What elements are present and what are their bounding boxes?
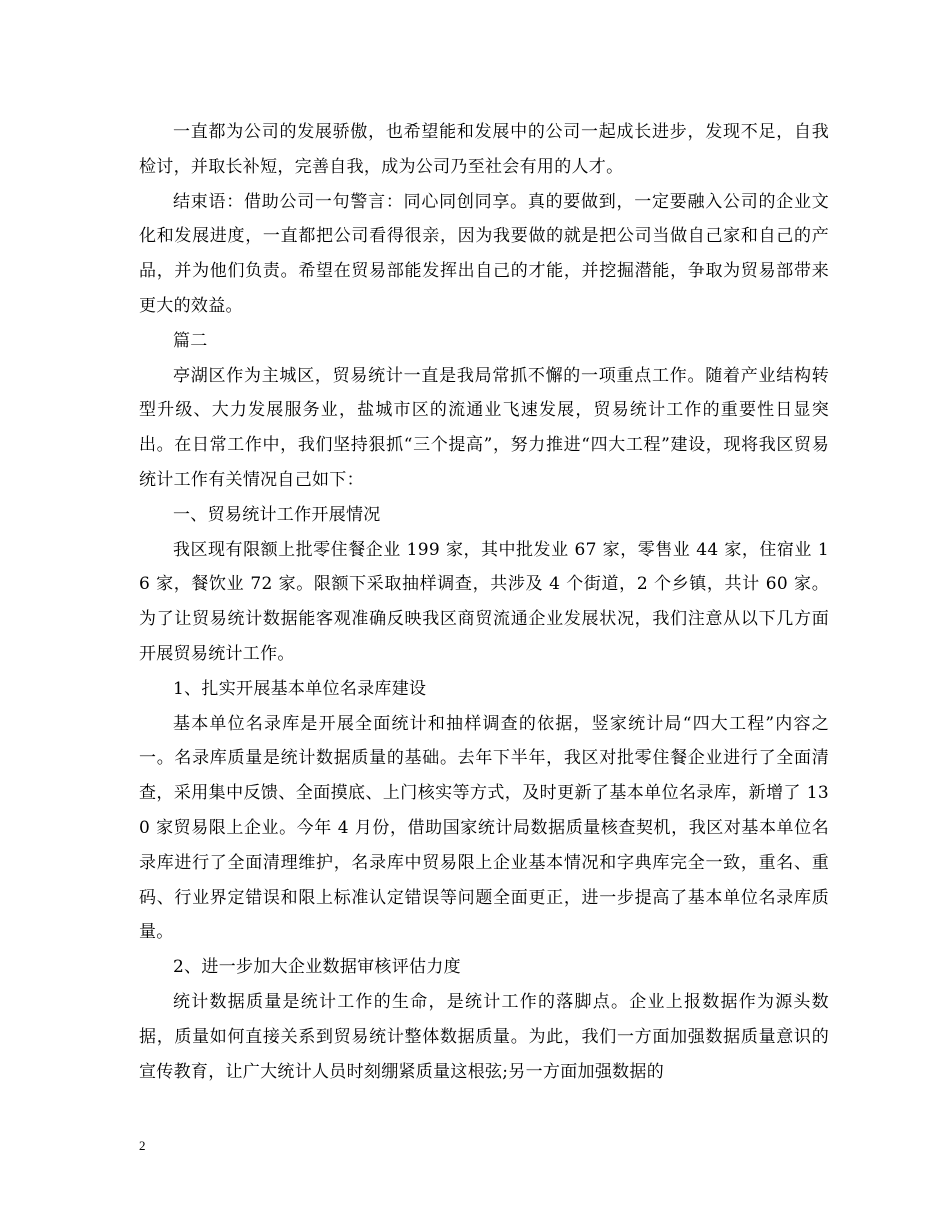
section-heading: 一、贸易统计工作开展情况 — [173, 504, 381, 525]
paragraph: 我区现有限额上批零住餐企业 199 家，其中批发业 67 家，零售业 44 家，住宿业 16 家，餐饮业 72 家。限额下采取抽样调查，共涉及 4 个街道，2 个乡镇，共计 60 家。为了让贸易统计数据能客观准确反映我区商贸流通企业发展状况，我们注意从以下几方面开展贸易统计工作。 — [139, 539, 829, 664]
section-heading: 篇二 — [173, 330, 208, 351]
page-number: 2 — [139, 1138, 146, 1153]
paragraph: 亭湖区作为主城区，贸易统计一直是我局常抓不懈的一项重点工作。随着产业结构转型升级、大力发展服务业，盐城市区的流通业飞速发展，贸易统计工作的重要性日显突出。在日常工作中，我们坚持狠抓“三个提高”，努力推进“四大工程”建设，现将我区贸易统计工作有关情况自己如下： — [139, 365, 829, 490]
document-body — [139, 115, 829, 1089]
paragraph: 一直都为公司的发展骄傲，也希望能和发展中的公司一起成长进步，发现不足，自我检讨，并取长补短，完善自我，成为公司乃至社会有用的人才。 — [139, 122, 829, 177]
paragraph: 统计数据质量是统计工作的生命，是统计工作的落脚点。企业上报数据作为源头数据，质量如何直接关系到贸易统计整体数据质量。为此，我们一方面加强数据质量意识的宣传教育，让广大统计人员时刻绷紧质量这根弦;另一方面加强数据的 — [139, 991, 829, 1082]
section-heading: 2、进一步加大企业数据审核评估力度 — [173, 957, 461, 978]
section-heading: 1、扎实开展基本单位名录库建设 — [173, 678, 427, 699]
paragraph: 基本单位名录库是开展全面统计和抽样调查的依据，竖家统计局“四大工程”内容之一。名录库质量是统计数据质量的基础。去年下半年，我区对批零住餐企业进行了全面清查，采用集中反馈、全面摸底、上门核实等方式，及时更新了基本单位名录库，新增了 130 家贸易限上企业。今年 4 月份，借助国家统计局数据质量核查契机，我区对基本单位名录库进行了全面清理维护，名录库中贸易限上企业基本情况和字典库完全一致，重名、重码、行业界定错误和限上标准认定错误等问题全面更正，进一步提高了基本单位名录库质量。 — [139, 713, 829, 943]
paragraph: 结束语：借助公司一句警言：同心同创同享。真的要做到，一定要融入公司的企业文化和发展进度，一直都把公司看得很亲，因为我要做的就是把公司当做自己家和自己的产品，并为他们负责。希望在贸易部能发挥出自己的才能，并挖掘潜能，争取为贸易部带来更大的效益。 — [139, 191, 829, 316]
